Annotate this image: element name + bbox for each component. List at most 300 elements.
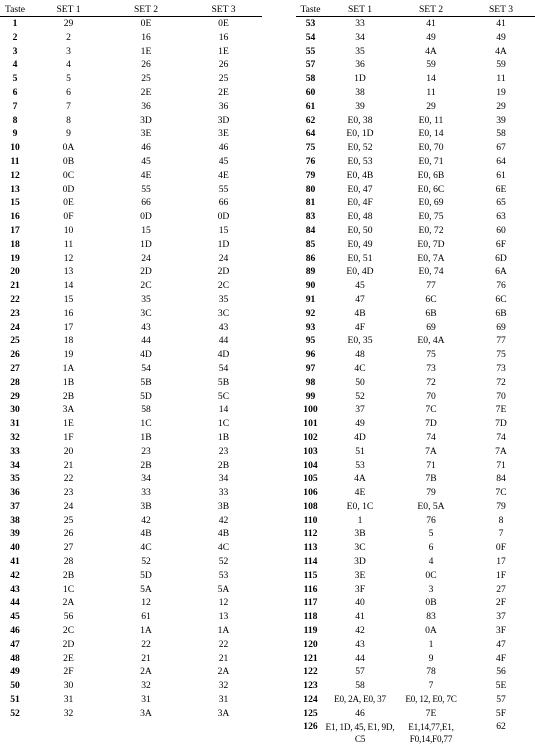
set2-cell: E0, 7A — [417, 252, 445, 264]
set1-cell: 4A — [354, 473, 366, 485]
set2-cell: 7C — [425, 404, 437, 416]
set2-cell: 21 — [141, 652, 151, 664]
set2-cell: 16 — [141, 31, 151, 43]
table-row — [296, 472, 535, 486]
key-cell: 105 — [303, 473, 318, 485]
table-row — [0, 665, 262, 679]
set2-cell: 5D — [140, 390, 152, 402]
key-cell: 22 — [10, 293, 20, 305]
table-row — [296, 638, 535, 652]
set3-cell: 6A — [495, 266, 507, 278]
set3-cell: 7A — [495, 445, 507, 457]
key-cell: 4 — [12, 59, 18, 71]
table-row — [0, 596, 262, 610]
set2-cell: 75 — [426, 349, 436, 361]
set2-cell: 76 — [426, 514, 436, 526]
set1-cell: 3D — [354, 556, 366, 568]
set1-cell: E1, 1D, 45, E1, 9D, C5 — [325, 721, 395, 744]
set1-cell: E0, 2A, E0, 37 — [334, 694, 386, 705]
set1-cell: 13 — [63, 266, 74, 278]
table-row — [296, 652, 535, 666]
set2-cell: 3 — [428, 583, 434, 595]
set2-cell: 66 — [141, 197, 151, 209]
set2-cell: 12 — [141, 597, 151, 609]
set2-cell: 74 — [426, 431, 436, 443]
table-row — [0, 183, 262, 197]
set1-cell: 43 — [355, 638, 365, 650]
set3-cell: 41 — [496, 18, 506, 29]
key-cell: 120 — [303, 638, 318, 650]
table-row — [0, 224, 262, 238]
set1-cell: 6 — [66, 86, 71, 98]
set2-cell: E0, 72 — [418, 224, 444, 236]
key-cell: 50 — [10, 680, 20, 692]
table-row — [0, 376, 262, 390]
set3-cell: 5C — [217, 390, 230, 402]
key-cell: 95 — [305, 335, 316, 347]
set2-cell: 71 — [426, 459, 436, 471]
set2-cell: 14 — [426, 73, 436, 85]
set1-cell: 0D — [62, 183, 75, 195]
set3-cell: 2C — [217, 280, 230, 292]
set3-cell: 1B — [217, 431, 230, 443]
set2-cell: E0, 6B — [417, 169, 445, 181]
set3-cell: 53 — [218, 569, 229, 581]
key-cell: 33 — [10, 445, 20, 457]
set1-cell: 4F — [354, 321, 366, 333]
set2-cell: 32 — [141, 680, 151, 692]
key-cell: 58 — [305, 73, 316, 85]
set3-cell: 35 — [218, 293, 229, 305]
set3-cell: 46 — [218, 142, 229, 154]
table-row — [296, 17, 535, 31]
set2-cell: E0, 12, E0, 7C — [405, 694, 457, 705]
table-row — [0, 169, 262, 183]
set3-cell: 60 — [496, 224, 506, 236]
table-row — [296, 679, 535, 693]
key-cell: 124 — [303, 694, 318, 706]
set2-cell: 3C — [140, 307, 152, 319]
table-row — [296, 555, 535, 569]
table-row — [0, 334, 262, 348]
set1-cell: E0, 35 — [347, 335, 373, 347]
set2-cell: E0, 69 — [418, 197, 444, 209]
table-row — [0, 500, 262, 514]
set1-cell: 1D — [354, 73, 366, 85]
set1-cell: 4B — [354, 307, 366, 319]
set1-cell: 31 — [63, 694, 74, 706]
set3-cell: 6C — [495, 293, 507, 305]
set2-cell: 5B — [140, 376, 152, 388]
table-row — [296, 293, 535, 307]
set3-cell: 14 — [218, 404, 229, 416]
table-row — [296, 514, 535, 528]
key-cell: 41 — [10, 556, 20, 568]
table-row — [0, 196, 262, 210]
set1-cell: 0B — [62, 155, 75, 167]
set1-cell: 40 — [355, 597, 365, 609]
set3-cell: 70 — [496, 390, 506, 402]
set1-cell: 30 — [63, 680, 74, 692]
key-cell: 89 — [305, 266, 316, 278]
table-row — [0, 583, 262, 597]
key-cell: 45 — [10, 611, 20, 623]
table-row — [296, 596, 535, 610]
table-body-right — [296, 17, 535, 747]
set3-cell: 4A — [495, 45, 507, 57]
set1-cell: 25 — [63, 514, 74, 526]
key-cell: 52 — [10, 707, 20, 719]
set3-cell: 79 — [496, 500, 506, 512]
table-row — [0, 569, 262, 583]
header-set2: SET 2 — [107, 3, 185, 17]
set3-cell: 4C — [217, 542, 230, 554]
set2-cell: 4A — [425, 45, 437, 57]
table-row — [296, 279, 535, 293]
set1-cell: 11 — [63, 238, 74, 250]
key-cell: 31 — [10, 418, 20, 430]
set1-cell: 4C — [354, 362, 366, 374]
key-cell: 43 — [10, 583, 20, 595]
set3-cell: 62 — [496, 720, 506, 732]
table-row — [0, 100, 262, 114]
set3-cell: 19 — [496, 86, 506, 98]
table-row — [296, 183, 535, 197]
set2-cell: 77 — [426, 280, 436, 292]
set3-cell: 45 — [218, 155, 229, 167]
set3-cell: 57 — [496, 694, 506, 706]
key-cell: 60 — [305, 86, 316, 98]
table-row — [0, 252, 262, 266]
table-row — [296, 459, 535, 473]
table-row — [0, 279, 262, 293]
table-row — [296, 114, 535, 128]
set3-cell: 3E — [218, 128, 229, 140]
key-cell: 54 — [305, 31, 316, 43]
key-cell: 113 — [303, 542, 318, 554]
table-row — [0, 459, 262, 473]
key-cell: 93 — [305, 321, 316, 333]
table-row — [296, 252, 535, 266]
set2-cell: 7E — [425, 707, 437, 719]
set3-cell: 5E — [495, 680, 507, 692]
set3-cell: 5A — [217, 583, 230, 595]
set1-cell: 2E — [63, 652, 74, 664]
table-row — [296, 58, 535, 72]
set1-cell: 3A — [62, 404, 75, 416]
key-cell: 11 — [10, 155, 20, 167]
set3-cell: 0F — [495, 542, 507, 554]
set3-cell: 11 — [496, 73, 506, 85]
set1-cell: 44 — [355, 652, 365, 664]
key-cell: 61 — [305, 100, 316, 112]
set3-cell: 55 — [218, 183, 229, 195]
set3-cell: 16 — [218, 31, 229, 43]
set2-cell: 49 — [426, 31, 436, 43]
set2-cell: 73 — [426, 362, 436, 374]
set1-cell: 0E — [63, 197, 74, 209]
set3-cell: 5F — [495, 707, 507, 719]
table-row — [0, 652, 262, 666]
set2-cell: 29 — [426, 100, 436, 112]
set1-cell: 34 — [355, 31, 365, 43]
set2-cell: 5A — [140, 583, 152, 595]
table-row — [296, 665, 535, 679]
table-row — [0, 514, 262, 528]
set2-cell: 4E — [140, 169, 152, 181]
key-cell: 40 — [10, 542, 20, 554]
set3-cell: 0E — [218, 18, 229, 29]
set2-cell: 2C — [140, 280, 152, 292]
set2-cell: E0, 75 — [418, 211, 444, 223]
table-row — [0, 403, 262, 417]
set2-cell: 61 — [141, 611, 151, 623]
set1-cell: 52 — [355, 390, 365, 402]
set1-cell: 19 — [63, 349, 74, 361]
table-row — [0, 210, 262, 224]
set1-cell: 32 — [63, 707, 74, 719]
set3-cell: 67 — [496, 142, 506, 154]
set3-cell: 63 — [496, 211, 506, 223]
set3-cell: 13 — [218, 611, 229, 623]
set3-cell: 5B — [217, 376, 230, 388]
table-row — [0, 610, 262, 624]
key-cell: 35 — [10, 473, 20, 485]
set3-cell: 3B — [217, 500, 230, 512]
set3-cell: 36 — [218, 100, 229, 112]
table-row — [296, 527, 535, 541]
key-cell: 91 — [305, 293, 316, 305]
set2-cell: E0, 5A — [417, 500, 445, 512]
table-row — [0, 127, 262, 141]
key-cell: 48 — [10, 652, 20, 664]
set2-cell: 3A — [140, 707, 152, 719]
key-cell: 1 — [12, 18, 18, 29]
set1-cell: 3C — [354, 542, 366, 554]
set2-cell: E0, 71 — [418, 155, 444, 167]
header-set1: SET 1 — [30, 3, 107, 17]
set2-cell: 35 — [141, 293, 151, 305]
table-row — [296, 45, 535, 59]
key-cell: 18 — [10, 238, 20, 250]
set2-cell: 26 — [141, 59, 151, 71]
table-row — [0, 555, 262, 569]
key-cell: 80 — [305, 183, 316, 195]
key-cell: 44 — [10, 597, 20, 609]
set3-cell: 34 — [218, 473, 229, 485]
set2-cell: 6B — [425, 307, 437, 319]
set1-cell: 47 — [355, 293, 365, 305]
set1-cell: E0, 48 — [347, 211, 373, 223]
set3-cell: 66 — [218, 197, 229, 209]
key-cell: 81 — [305, 197, 316, 209]
key-cell: 26 — [10, 349, 20, 361]
set3-cell: 6D — [495, 252, 507, 264]
table-row — [296, 417, 535, 431]
table-row — [0, 155, 262, 169]
set2-cell: 0E — [140, 18, 152, 29]
key-cell: 36 — [10, 487, 20, 499]
table-row — [0, 541, 262, 555]
key-cell: 15 — [10, 197, 20, 209]
set3-cell: 25 — [218, 73, 229, 85]
table-row — [0, 362, 262, 376]
set1-cell: E0, 47 — [347, 183, 373, 195]
set2-cell: 23 — [141, 445, 151, 457]
key-cell: 16 — [10, 211, 20, 223]
set2-cell: 3D — [140, 114, 152, 126]
key-cell: 100 — [303, 404, 318, 416]
set3-cell: 76 — [496, 280, 506, 292]
table-row — [0, 321, 262, 335]
set2-cell: 5D — [140, 569, 152, 581]
set2-cell: 7B — [425, 473, 437, 485]
set1-cell: 41 — [355, 611, 365, 623]
key-cell: 99 — [305, 390, 316, 402]
key-cell: 6 — [12, 86, 18, 98]
key-cell: 101 — [303, 418, 318, 430]
table-row — [0, 265, 262, 279]
key-cell: 42 — [10, 569, 20, 581]
set1-cell: E0, 4F — [347, 197, 373, 209]
set2-cell: 25 — [141, 73, 151, 85]
set2-cell: 58 — [141, 404, 151, 416]
set2-cell: 7A — [425, 445, 437, 457]
set3-cell: 4B — [217, 528, 230, 540]
set1-cell: 1C — [62, 583, 75, 595]
set3-cell: 15 — [218, 224, 229, 236]
key-cell: 116 — [303, 583, 318, 595]
header-set2: SET 2 — [395, 3, 467, 17]
table-row — [0, 45, 262, 59]
set2-cell: 1 — [428, 638, 434, 650]
table-row — [296, 376, 535, 390]
set1-cell: 53 — [355, 459, 365, 471]
set1-cell: 0F — [63, 211, 74, 223]
key-cell: 121 — [303, 652, 318, 664]
key-cell: 118 — [303, 611, 318, 623]
table-row — [296, 569, 535, 583]
set1-cell: 3B — [354, 528, 366, 540]
key-cell: 3 — [12, 45, 18, 57]
key-cell: 64 — [305, 128, 316, 140]
set3-cell: 3C — [217, 307, 230, 319]
key-scancode-table-left — [0, 3, 262, 721]
set2-cell: 2A — [140, 666, 152, 678]
set3-cell: 6E — [495, 183, 507, 195]
key-cell: 97 — [305, 362, 316, 374]
set3-cell: 2E — [218, 86, 229, 98]
key-cell: 83 — [305, 211, 316, 223]
set3-cell: 2F — [495, 597, 507, 609]
set2-cell: 59 — [426, 59, 436, 71]
set3-cell: 37 — [496, 611, 506, 623]
table-row — [296, 224, 535, 238]
set1-cell: 9 — [66, 128, 71, 140]
set1-cell: 2A — [62, 597, 75, 609]
set1-cell: 29 — [63, 18, 74, 29]
key-cell: 75 — [305, 142, 316, 154]
set3-cell: 4F — [495, 652, 507, 664]
table-row — [296, 307, 535, 321]
set1-cell: 18 — [63, 335, 74, 347]
header-set1: SET 1 — [325, 3, 395, 17]
table-row — [296, 72, 535, 86]
set3-cell: 49 — [496, 31, 506, 43]
key-cell: 8 — [12, 114, 18, 126]
set2-cell: E0, 14 — [418, 128, 444, 140]
set1-cell: 48 — [355, 349, 365, 361]
key-cell: 46 — [10, 625, 20, 637]
set2-cell: 69 — [426, 321, 436, 333]
key-cell: 125 — [303, 707, 318, 719]
set3-cell: 77 — [496, 335, 506, 347]
set2-cell: 42 — [141, 514, 151, 526]
set1-cell: 1F — [63, 431, 74, 443]
set2-cell: 0D — [140, 211, 152, 223]
set2-cell: 22 — [141, 638, 151, 650]
set1-cell: 2 — [66, 31, 71, 43]
table-row — [0, 472, 262, 486]
set2-cell: 1B — [140, 431, 152, 443]
key-cell: 29 — [10, 390, 20, 402]
set1-cell: 1 — [357, 514, 363, 526]
set1-cell: 5 — [66, 73, 71, 85]
set3-cell: 42 — [218, 514, 229, 526]
table-row — [0, 679, 262, 693]
table-row — [296, 486, 535, 500]
table-row — [0, 431, 262, 445]
set3-cell: 31 — [218, 694, 229, 706]
set3-cell: 54 — [218, 362, 229, 374]
set2-cell: 1A — [140, 625, 152, 637]
key-cell: 5 — [12, 73, 18, 85]
set1-cell: 15 — [63, 293, 74, 305]
set1-cell: 50 — [355, 376, 365, 388]
set3-cell: 73 — [496, 362, 506, 374]
set1-cell: 2C — [62, 625, 75, 637]
set1-cell: E0, 51 — [347, 252, 373, 264]
set3-cell: 7 — [498, 528, 504, 540]
set3-cell: 1D — [217, 238, 230, 250]
key-cell: 123 — [303, 680, 318, 692]
key-cell: 96 — [305, 349, 316, 361]
table-row — [0, 693, 262, 707]
table-row — [0, 86, 262, 100]
set1-cell: 2B — [62, 569, 75, 581]
table-row — [296, 210, 535, 224]
key-cell: 24 — [10, 321, 20, 333]
set1-cell: E0, 49 — [347, 238, 373, 250]
set1-cell: 28 — [63, 556, 74, 568]
key-cell: 28 — [10, 376, 20, 388]
key-scancode-table-right — [296, 3, 535, 747]
set3-cell: 65 — [496, 197, 506, 209]
key-cell: 51 — [10, 694, 20, 706]
set2-cell: E0, 4A — [417, 335, 445, 347]
set3-cell: 6F — [495, 238, 507, 250]
key-cell: 2 — [12, 31, 18, 43]
set1-cell: 58 — [355, 680, 365, 692]
set3-cell: 61 — [496, 169, 506, 181]
set1-cell: E0, 38 — [347, 114, 373, 126]
set1-cell: 57 — [355, 666, 365, 678]
set3-cell: 22 — [218, 638, 229, 650]
header-key: Taste — [296, 3, 325, 17]
set1-cell: 2F — [63, 666, 74, 678]
set3-cell: 23 — [218, 445, 229, 457]
set1-cell: 17 — [63, 321, 74, 333]
